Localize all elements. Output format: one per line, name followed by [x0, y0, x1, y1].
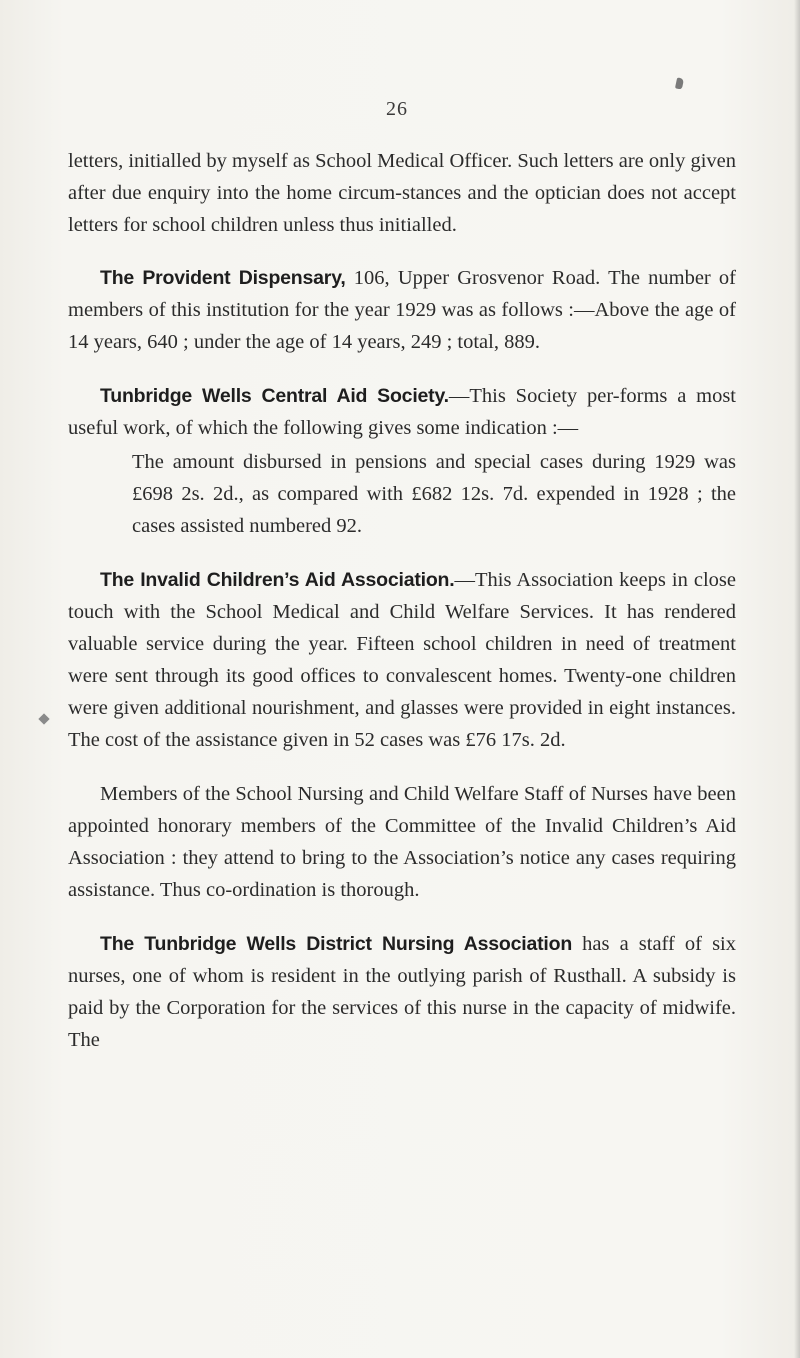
heading-district-nursing: The Tunbridge Wells District Nursing Association: [100, 933, 573, 955]
paragraph-central-aid-society: [68, 380, 736, 444]
heading-invalid-children: The Invalid Children’s Aid Association.: [100, 569, 455, 591]
paragraph-letters: letters, initialled by myself as School Medical Officer. Such letters are only given after due enquiry into the home circum-stances and the optician does not accept letters for school children unless thus initialled.: [68, 150, 736, 236]
paragraph-central-aid-amounts: The amount disbursed in pensions and special cases during 1929 was £698 2s. 2d., as compared with £682 12s. 7d. expended in 1928 ; the cases assisted numbered 92.: [132, 451, 736, 537]
paragraph-district-nursing: [68, 928, 736, 1056]
paragraph-district-nursing-text: has a staff of six nurses, one of whom is resident in the outlying parish of Rusthall. A subsidy is paid by the Corporation for the services of this nurse in the capacity of midwife. The: [68, 933, 736, 1051]
paragraph-provident-dispensary-text: 106, Upper Grosvenor Road. The number of members of this institution for the year 1929 was as follows :—Above the age of 14 years, 640 ; under the age of 14 years, 249 ; total, 889.: [68, 267, 736, 353]
page-number: 26: [386, 98, 408, 120]
paragraph-invalid-children-text: —This Association keeps in close touch with the School Medical and Child Welfare Services. It has rendered valuable service during the year. Fifteen school children in need of treatment were sent through its good offices to convalescent homes. Twenty-one children were given additional nourishment, and glasses were provided in eight instances. The cost of the assistance given in 52 cases was £76 17s. 2d.: [68, 569, 736, 751]
margin-dot: [38, 713, 49, 724]
body-text: [68, 145, 736, 1056]
paragraph-provident-dispensary: [68, 262, 736, 358]
ink-mark: [675, 77, 684, 89]
paragraph-school-nursing: Members of the School Nursing and Child Welfare Staff of Nurses have been appointed honorary members of the Committee of the Invalid Children’s Aid Association : they attend to bring to the Association’s notice any cases requiring assistance. Thus co-ordination is thorough.: [68, 783, 736, 901]
heading-central-aid-society: Tunbridge Wells Central Aid Society.: [100, 385, 449, 407]
paragraph-central-aid-society-text: —This Society per-forms a most useful work, of which the following gives some indication :—: [68, 385, 736, 439]
paragraph-invalid-children: [68, 564, 736, 756]
page-edge-shadow: [794, 0, 800, 1358]
heading-provident-dispensary: The Provident Dispensary,: [100, 267, 346, 289]
